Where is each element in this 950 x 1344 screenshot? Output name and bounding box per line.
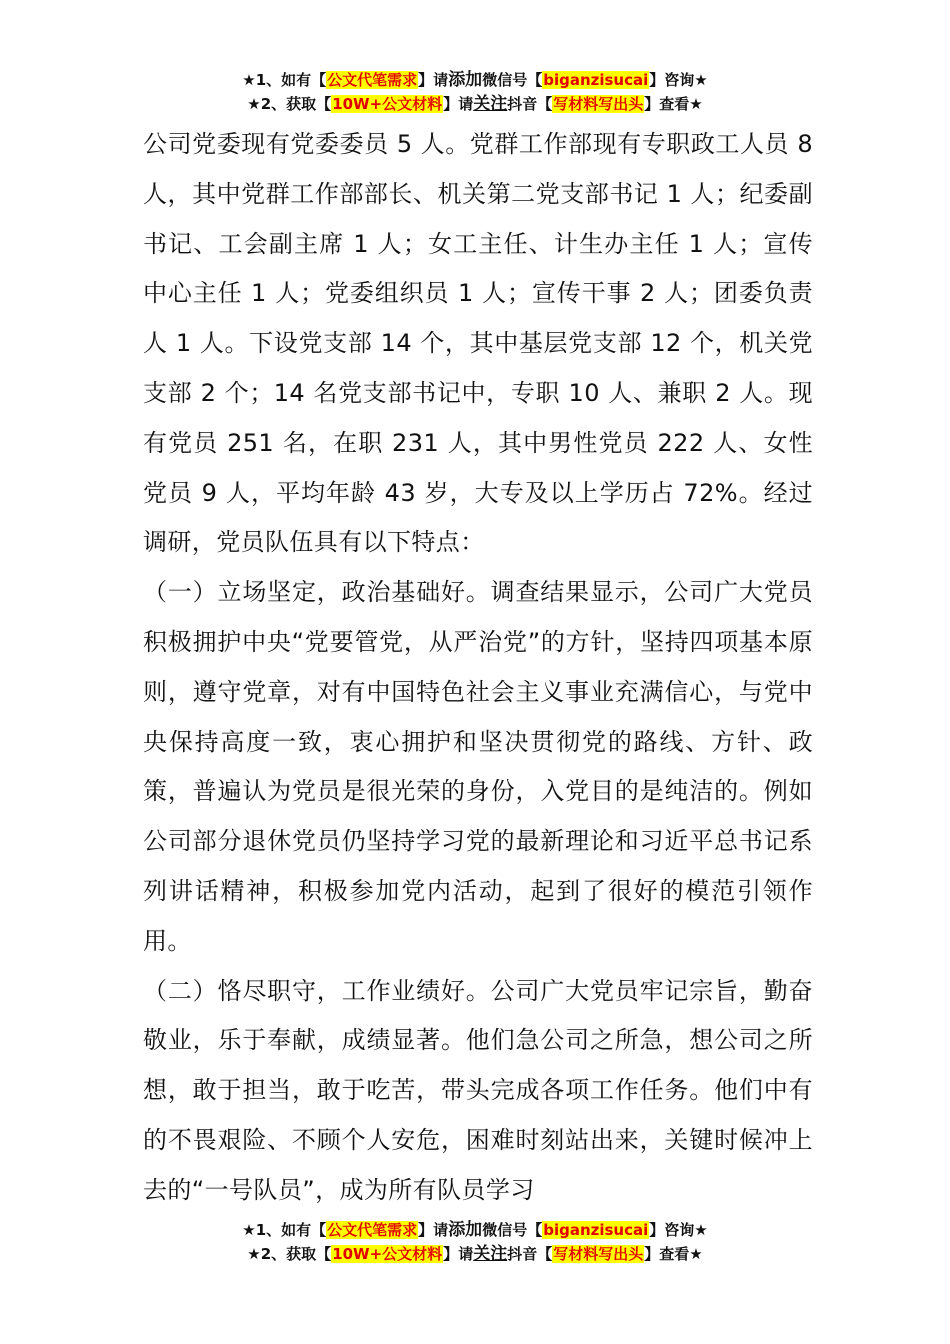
banner-line-2 (0, 1242, 950, 1266)
banner-emphasis: 添加 (448, 70, 483, 90)
banner-text: 】查看★ (644, 1245, 703, 1263)
banner-emphasis: 添加 (448, 1220, 483, 1240)
banner-text: ★1、如有【 (242, 71, 327, 89)
banner-highlight: 公文代笔需求 (327, 71, 418, 89)
paragraph-section-1: （一）立场坚定，政治基础好。调查结果显示，公司广大党员积极拥护中央“党要管党，从严治党”的方针，坚持四项基本原则，遵守党章，对有中国特色社会主义事业充满信心，与党中央保持高度一致，衷心拥护和坚决贯彻党的路线、方针、政策，普遍认为党员是很光荣的身份，入党目的是纯洁的。例如公司部分退休党员仍坚持学习党的最新理论和习近平总书记系列讲话精神，积极参加党内活动，起到了很好的模范引领作用。 (143, 578, 813, 955)
footer-banner (0, 1218, 950, 1266)
banner-text: 】请 (418, 1221, 449, 1239)
banner-douyin-id: 写材料写出头 (553, 1245, 644, 1263)
banner-highlight: 10W+公文材料 (332, 1245, 443, 1263)
banner-text: 】请 (443, 1245, 474, 1263)
document-body (143, 120, 813, 1216)
banner-text: 】查看★ (644, 95, 703, 113)
banner-emphasis: 关注 (473, 1244, 508, 1264)
banner-line-2 (0, 92, 950, 116)
banner-text: 抖音【 (507, 1245, 553, 1263)
banner-line-1 (0, 1218, 950, 1242)
banner-text: ★2、获取【 (247, 1245, 332, 1263)
banner-text: 】请 (443, 95, 474, 113)
banner-highlight: 公文代笔需求 (327, 1221, 418, 1239)
paragraph-section-2: （二）恪尽职守，工作业绩好。公司广大党员牢记宗旨，勤奋敬业，乐于奉献，成绩显著。他们急公司之所急，想公司之所想，敢于担当，敢于吃苦，带头完成各项工作任务。他们中有的不畏艰险、不顾个人安危，困难时刻站出来，关键时候冲上去的“一号队员”，成为所有队员学习 (143, 976, 813, 1204)
banner-text: 微信号【 (482, 1221, 543, 1239)
banner-wechat-id: biganzisucai (543, 1221, 649, 1239)
banner-text: 】咨询★ (649, 1221, 708, 1239)
banner-text: 】请 (418, 71, 449, 89)
paragraph-overview: 公司党委现有党委委员 5 人。党群工作部现有专职政工人员 8 人，其中党群工作部部长、机关第二党支部书记 1 人；纪委副书记、工会副主席 1 人；女工主任、计生办主任 1 人；宣传中心主任 1 人；党委组织员 1 人；宣传干事 2 人；团委负责人 1 人。下设党支部 14 个，其中基层党支部 12 个，机关党支部 2 个；14 名党支部书记中，专职 10 人、兼职 2 人。现有党员 251 名，在职 231 人，其中男性党员 222 人、女性党员 9 人，平均年龄 43 岁，大专及以上学历占 72%。经过调研，党员队伍具有以下特点： (143, 130, 813, 557)
banner-text: 微信号【 (482, 71, 543, 89)
banner-douyin-id: 写材料写出头 (553, 95, 644, 113)
banner-text: 】咨询★ (649, 71, 708, 89)
banner-line-1 (0, 68, 950, 92)
banner-text: 抖音【 (507, 95, 553, 113)
banner-text: ★2、获取【 (247, 95, 332, 113)
banner-text: ★1、如有【 (242, 1221, 327, 1239)
banner-emphasis: 关注 (473, 94, 508, 114)
banner-highlight: 10W+公文材料 (332, 95, 443, 113)
banner-wechat-id: biganzisucai (543, 71, 649, 89)
header-banner (0, 68, 950, 116)
